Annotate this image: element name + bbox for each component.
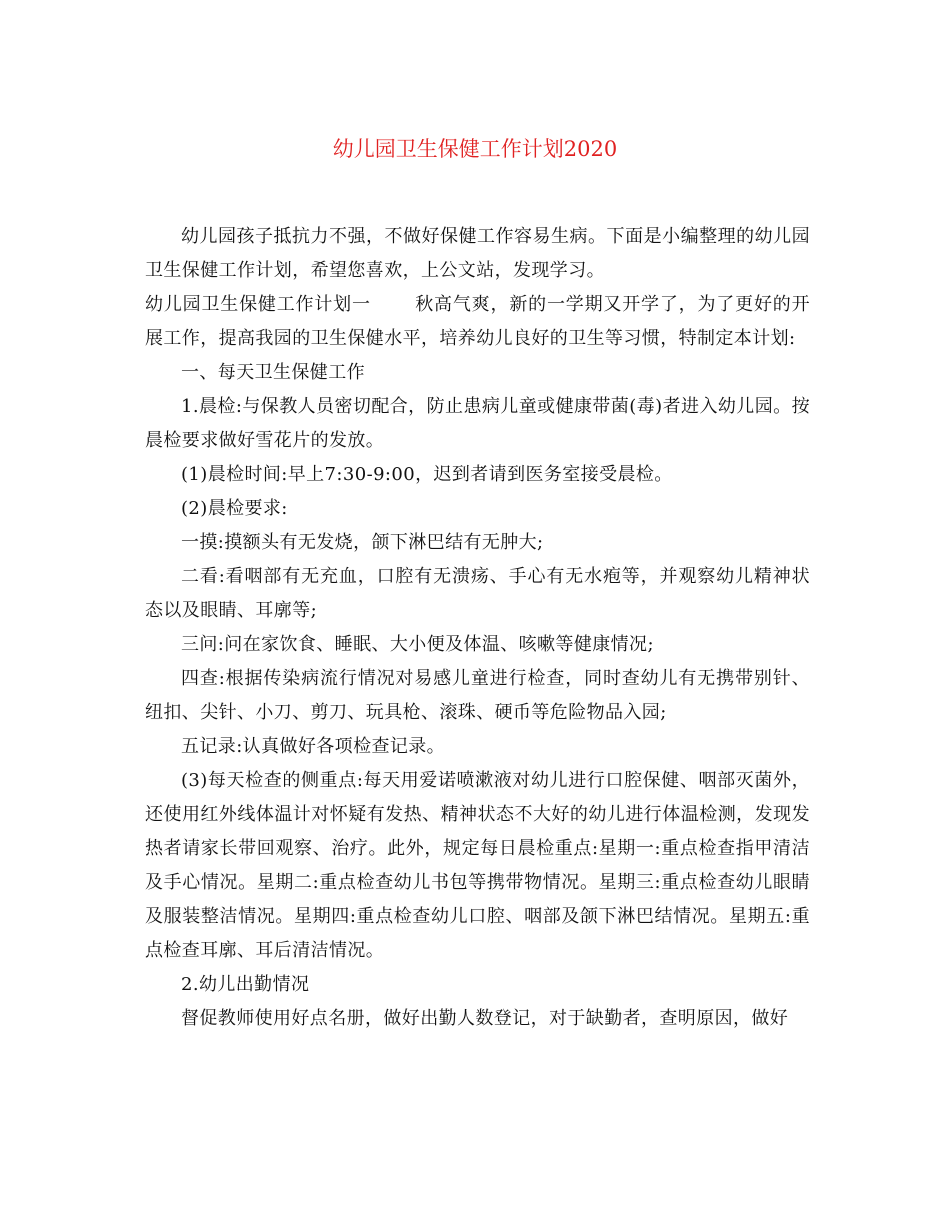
check-touch: 一摸:摸额头有无发烧，颌下淋巴结有无肿大; [181,532,544,553]
plan-one-text: 秋高气爽，新的一学期又开学了，为了更好的开展工作，提高我园的卫生保健水平，培养幼儿良好的卫生等习惯，特制定本计划: [145,294,810,349]
check-look: 二看:看咽部有无充血，口腔有无溃疡、手心有无水疱等，并观察幼儿精神状态以及眼睛、耳廓等; [145,566,810,621]
plan-one-paragraph [145,288,810,356]
document-body [145,220,810,1036]
morning-check-requirements: (2)晨检要求: [181,498,288,519]
morning-check-paragraph: 1.晨检:与保教人员密切配合，防止患病儿童或健康带菌(毒)者进入幼儿园。按晨检要求做好雪花片的发放。 [145,396,810,451]
plan-one-heading: 幼儿园卫生保健工作计划一 [145,294,371,315]
intro-paragraph: 幼儿园孩子抵抗力不强，不做好保健工作容易生病。下面是小编整理的幼儿园卫生保健工作计划，希望您喜欢，上公文站，发现学习。 [145,226,810,281]
check-inspect: 四查:根据传染病流行情况对易感儿童进行检查，同时查幼儿有无携带别针、纽扣、尖针、小刀、剪刀、玩具枪、滚珠、硬币等危险物品入园; [145,668,810,723]
attendance-heading: 2.幼儿出勤情况 [181,974,310,995]
section-heading-daily-care: 一、每天卫生保健工作 [181,362,365,383]
check-record: 五记录:认真做好各项检查记录。 [181,736,446,757]
attendance-paragraph: 督促教师使用好点名册，做好出勤人数登记，对于缺勤者，查明原因，做好 [181,1008,789,1029]
check-ask: 三问:问在家饮食、睡眠、大小便及体温、咳嗽等健康情况; [181,634,654,655]
daily-focus-paragraph: (3)每天检查的侧重点:每天用爱诺喷漱液对幼儿进行口腔保健、咽部灭菌外，还使用红外线体温计对怀疑有发热、精神状态不大好的幼儿进行体温检测，发现发热者请家长带回观察、治疗。此外，规定每日晨检重点:星期一:重点检查指甲清洁及手心情况。星期二:重点检查幼儿书包等携带物情况。星期三:重点检查幼儿眼睛及服装整洁情况。星期四:重点检查幼儿口腔、咽部及颌下淋巴结情况。星期五:重点检查耳廓、耳后清洁情况。 [145,770,810,961]
document-title: 幼儿园卫生保健工作计划2020 [332,137,618,161]
morning-check-time: (1)晨检时间:早上7:30-9:00，迟到者请到医务室接受晨检。 [181,464,673,485]
